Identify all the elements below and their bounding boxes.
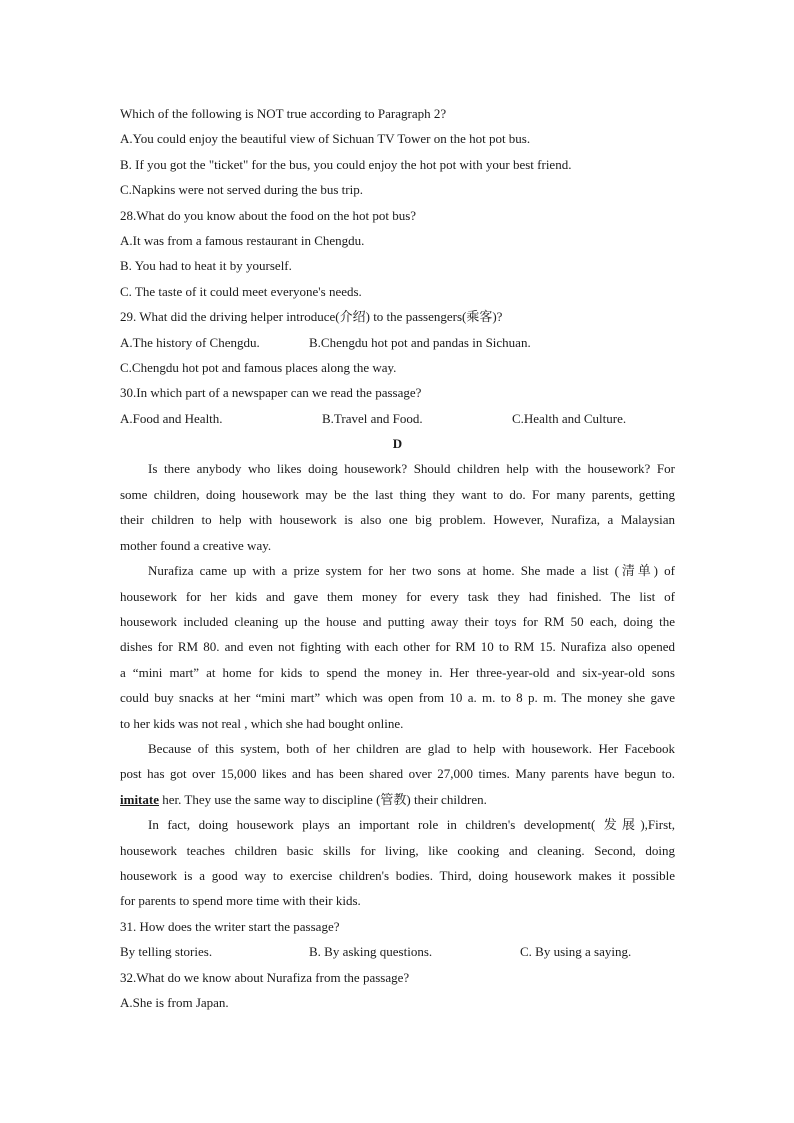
p1-line: mother found a creative way. <box>120 537 272 553</box>
q29-option-a: A.The history of Chengdu. <box>120 334 260 350</box>
passage-paragraph-2 <box>120 558 675 736</box>
q29-option-b: B.Chengdu hot pot and pandas in Sichuan. <box>309 334 531 350</box>
q27-option-c: C.Napkins were not served during the bus trip. <box>120 182 363 198</box>
passage-paragraph-3 <box>120 736 675 812</box>
exam-page <box>120 101 675 1015</box>
p3-line-rest: her. They use the same way to discipline (管教) their children. <box>158 791 487 807</box>
q30-stem: 30.In which part of a newspaper can we read the passage? <box>120 385 422 401</box>
p2-line: Nurafiza came up with a prize system for her two sons at home. She made a list (清单) of <box>148 563 675 579</box>
q31-stem: 31. How does the writer start the passage? <box>120 918 340 934</box>
p4-line: housework is a good way to exercise children's bodies. Third, doing housework makes it possible <box>120 867 675 883</box>
p4-line: In fact, doing housework plays an important role in children's development( 发展),First, <box>148 817 675 833</box>
p3-line: post has got over 15,000 likes and has been shared over 27,000 times. Many parents have begun to. <box>120 766 675 782</box>
p2-line: to her kids was not real , which she had bought online. <box>120 715 404 731</box>
q29-options-row <box>120 330 675 355</box>
q30-option-c: C.Health and Culture. <box>512 410 627 426</box>
q27-option-b: B. If you got the "ticket" for the bus, you could enjoy the hot pot with your best friend. <box>120 156 572 172</box>
p2-line: housework for her kids and gave them money for every task they had finished. The list of <box>120 588 675 604</box>
p4-line: for parents to spend more time with their kids. <box>120 893 361 909</box>
p3-line: Because of this system, both of her children are glad to help with housework. Her Facebook <box>148 740 675 756</box>
q30-options-row <box>120 406 675 431</box>
q30-option-a: A.Food and Health. <box>120 410 223 426</box>
p2-line: dishes for RM 80. and even not fighting with each other for RM 10 to RM 15. Nurafiza also opened <box>120 639 675 655</box>
p1-line: some children, doing housework may be the last thing they want to do. For many parents, getting <box>120 486 675 502</box>
q32-option-a: A.She is from Japan. <box>120 994 229 1010</box>
q27-stem: Which of the following is NOT true according to Paragraph 2? <box>120 106 447 121</box>
p4-line: housework teaches children basic skills for living, like cooking and cleaning. Second, doing <box>120 842 675 858</box>
q31-options-row <box>120 939 675 964</box>
p2-line: a “mini mart” at home for kids to spend the money in. Her three-year-old and six-year-old sons <box>120 664 675 680</box>
p2-line: housework included cleaning up the house and putting away their toys for RM 50 each, doing the <box>120 613 675 629</box>
p1-line: Is there anybody who likes doing housework? Should children help with the housework? For <box>148 461 675 477</box>
q27-option-a: A.You could enjoy the beautiful view of Sichuan TV Tower on the hot pot bus. <box>120 131 531 147</box>
q30-option-b: B.Travel and Food. <box>322 410 423 426</box>
p2-line: could buy snacks at her “mini mart” which was open from 10 a. m. to 8 p. m. The money she gave <box>120 690 675 706</box>
q29-option-c: C.Chengdu hot pot and famous places along the way. <box>120 359 397 375</box>
p3-line-last <box>120 787 675 812</box>
q28-option-a: A.It was from a famous restaurant in Chengdu. <box>120 232 365 248</box>
q31-option-c: C. By using a saying. <box>520 944 632 960</box>
underlined-word-imitate: imitate <box>120 791 159 807</box>
q28-stem: 28.What do you know about the food on the hot pot bus? <box>120 207 417 223</box>
passage-paragraph-1 <box>120 456 675 558</box>
q32-stem: 32.What do we know about Nurafiza from the passage? <box>120 969 410 985</box>
p1-line: their children to help with housework is also one big problem. However, Nurafiza, a Malaysian <box>120 512 675 528</box>
section-d-title: D <box>392 436 403 452</box>
q29-stem: 29. What did the driving helper introduce(介绍) to the passengers(乘客)? <box>120 309 503 325</box>
q28-option-b: B. You had to heat it by yourself. <box>120 258 292 274</box>
q31-option-a: By telling stories. <box>120 944 213 960</box>
q31-option-b: B. By asking questions. <box>309 944 433 960</box>
passage-paragraph-4 <box>120 812 675 914</box>
q28-option-c: C. The taste of it could meet everyone's needs. <box>120 283 362 299</box>
